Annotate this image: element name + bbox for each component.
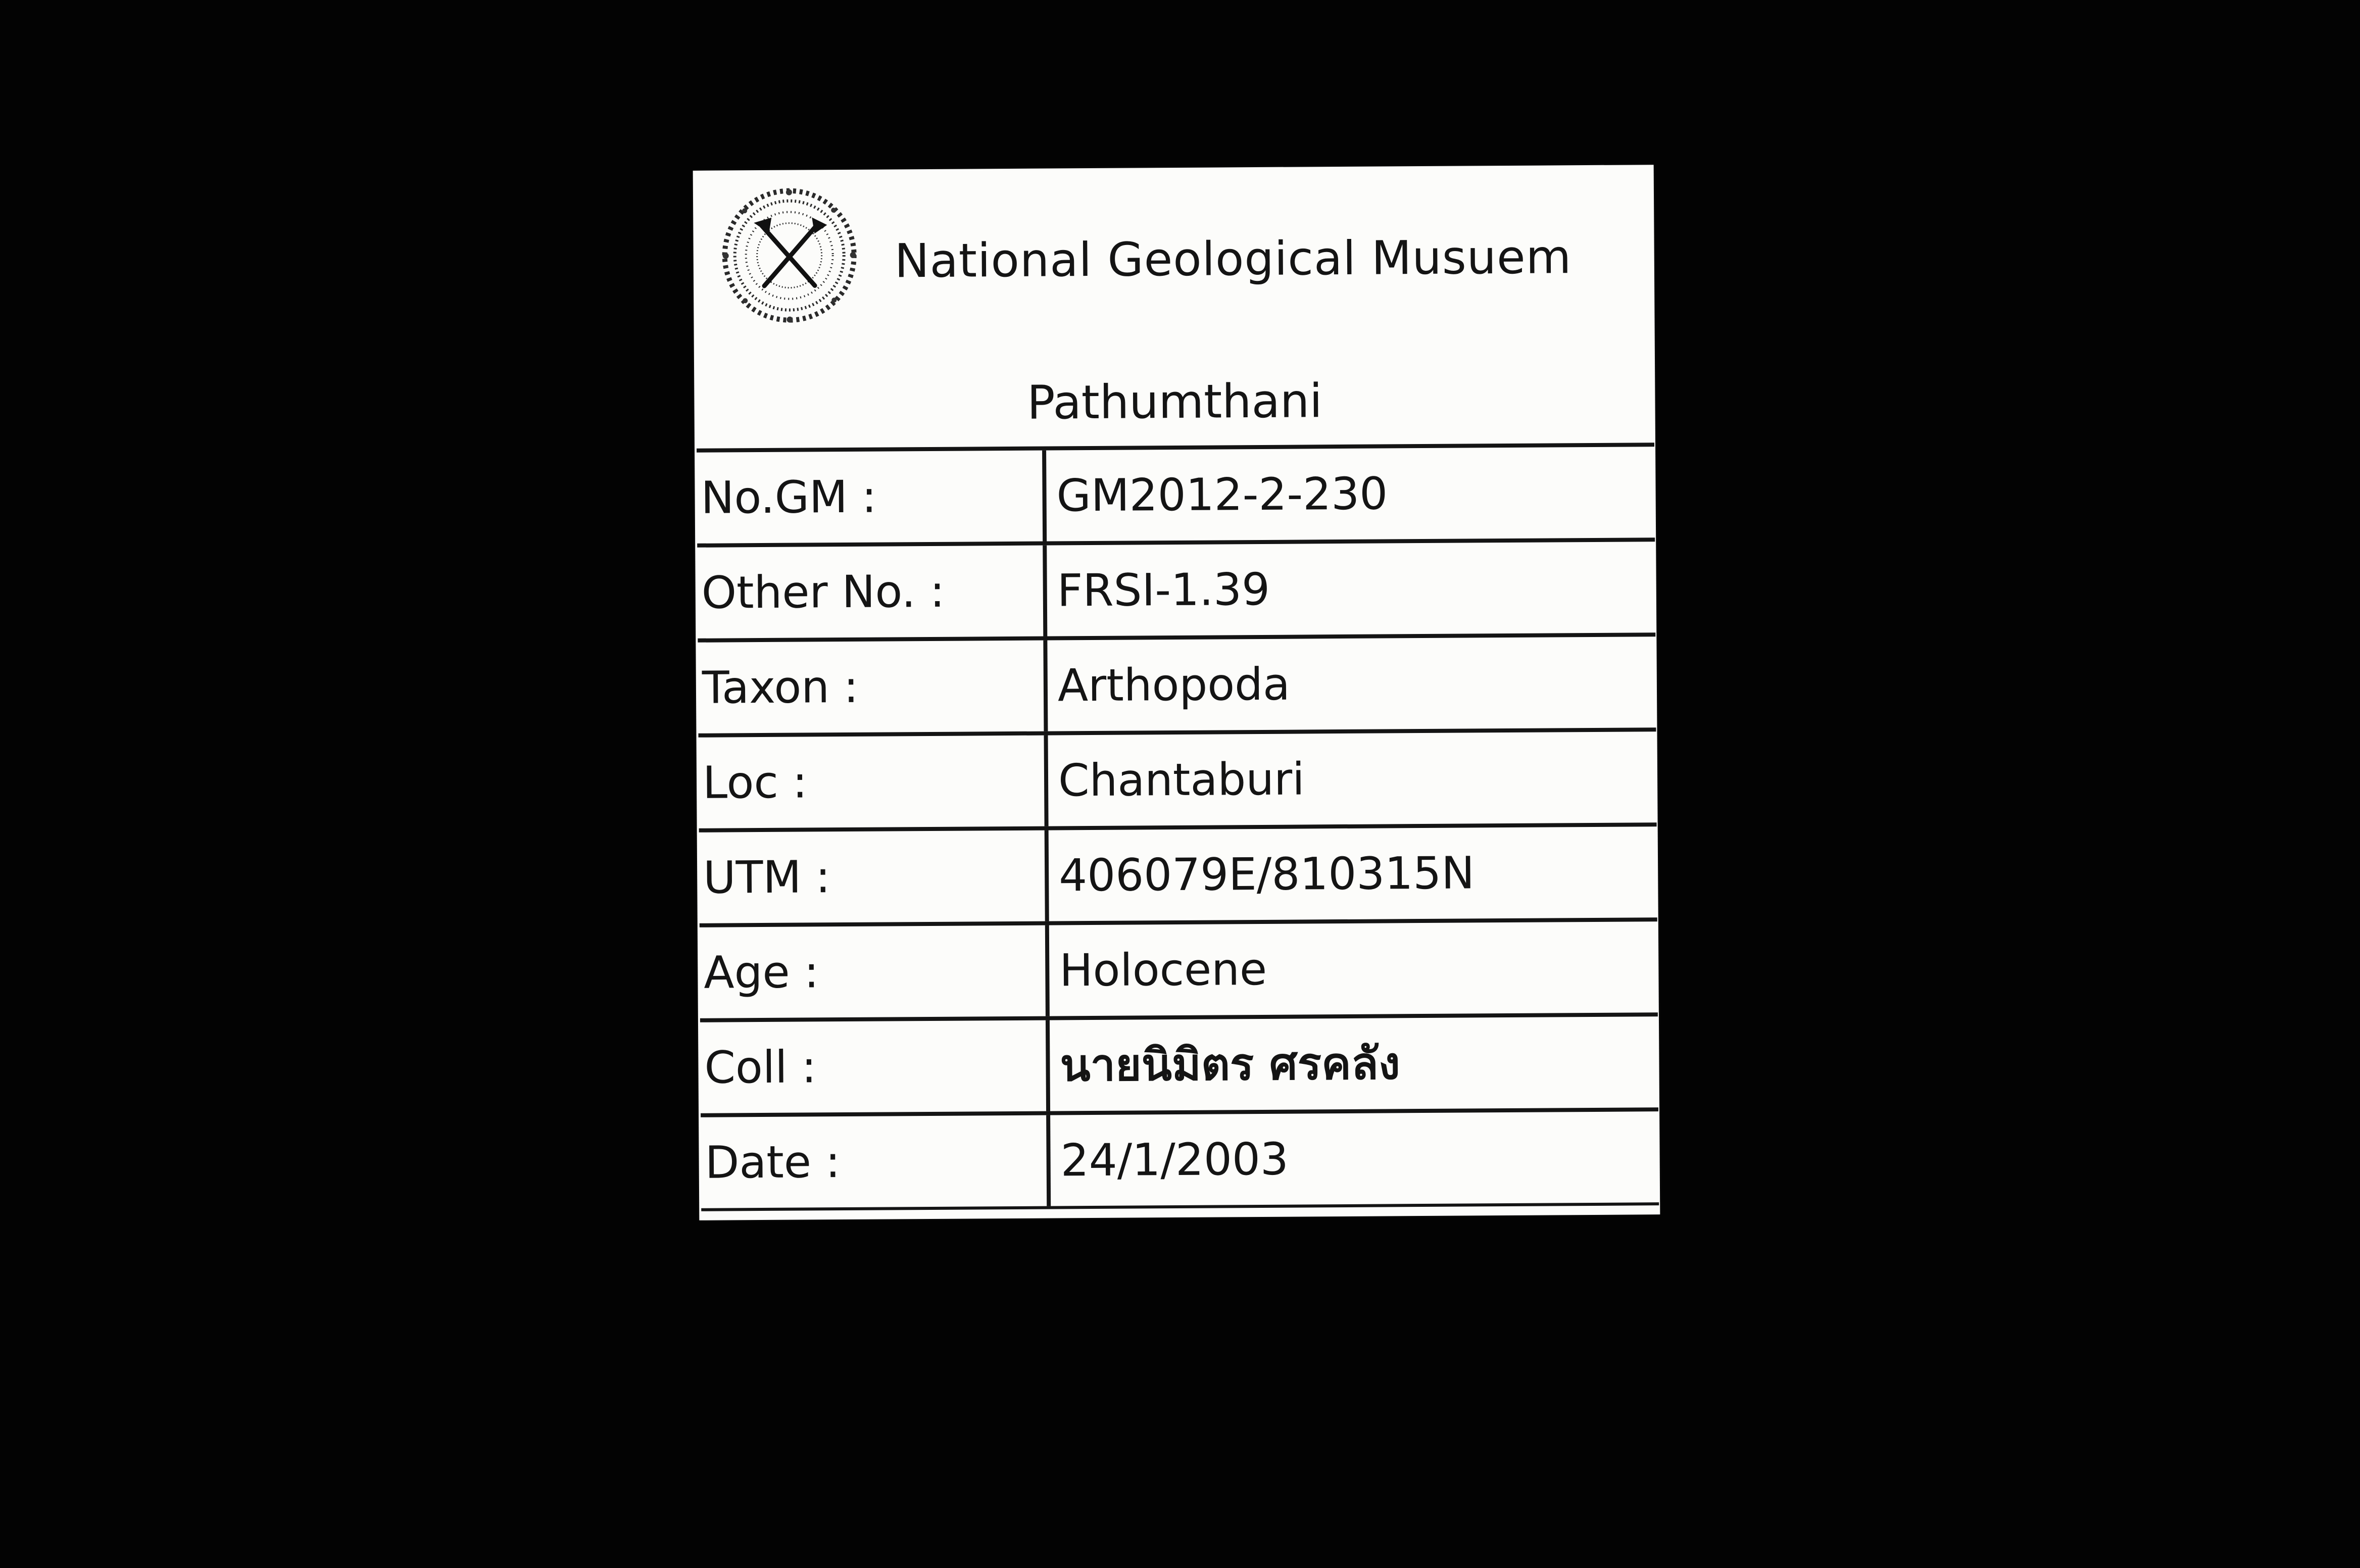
row-label: Loc : bbox=[702, 756, 808, 809]
column-divider bbox=[1046, 1020, 1050, 1111]
table-row-utm bbox=[699, 826, 1657, 927]
table-row-taxon bbox=[698, 636, 1656, 738]
row-value: FRSI-1.39 bbox=[1057, 563, 1270, 617]
row-value: Chantaburi bbox=[1058, 753, 1305, 807]
row-label: Age : bbox=[704, 946, 819, 999]
table-row-locality bbox=[699, 731, 1657, 832]
museum-name: National Geological Musuem bbox=[894, 230, 1572, 288]
column-divider bbox=[1046, 1115, 1051, 1206]
table-row-other-number bbox=[697, 542, 1655, 643]
row-label: No.GM : bbox=[701, 470, 877, 524]
column-divider bbox=[1043, 641, 1048, 731]
column-divider bbox=[1044, 736, 1049, 826]
row-label: Coll : bbox=[704, 1041, 817, 1094]
column-divider bbox=[1045, 830, 1049, 921]
row-label: Taxon : bbox=[702, 660, 859, 714]
table-row-age bbox=[700, 921, 1658, 1022]
table-row-date bbox=[701, 1111, 1659, 1211]
column-divider bbox=[1042, 451, 1047, 542]
row-label: Other No. : bbox=[701, 565, 945, 619]
row-value: 24/1/2003 bbox=[1060, 1133, 1289, 1187]
row-label: Date : bbox=[705, 1136, 841, 1189]
row-value: GM2012-2-230 bbox=[1056, 467, 1388, 522]
row-value: นายนิมิตร ศรคลัง bbox=[1060, 1037, 1401, 1092]
specimen-label-card bbox=[693, 165, 1660, 1220]
column-divider bbox=[1045, 925, 1050, 1016]
museum-location: Pathumthani bbox=[1026, 374, 1323, 430]
table-row-gm-number bbox=[697, 447, 1655, 548]
row-value: Holocene bbox=[1059, 943, 1267, 997]
department-seal-icon bbox=[713, 177, 866, 334]
column-divider bbox=[1043, 546, 1047, 636]
row-label: UTM : bbox=[703, 851, 831, 904]
specimen-data-table bbox=[697, 443, 1659, 1211]
row-value: Arthopoda bbox=[1057, 658, 1291, 712]
row-value: 406079E/810315N bbox=[1058, 847, 1475, 902]
table-row-collector bbox=[700, 1016, 1658, 1117]
